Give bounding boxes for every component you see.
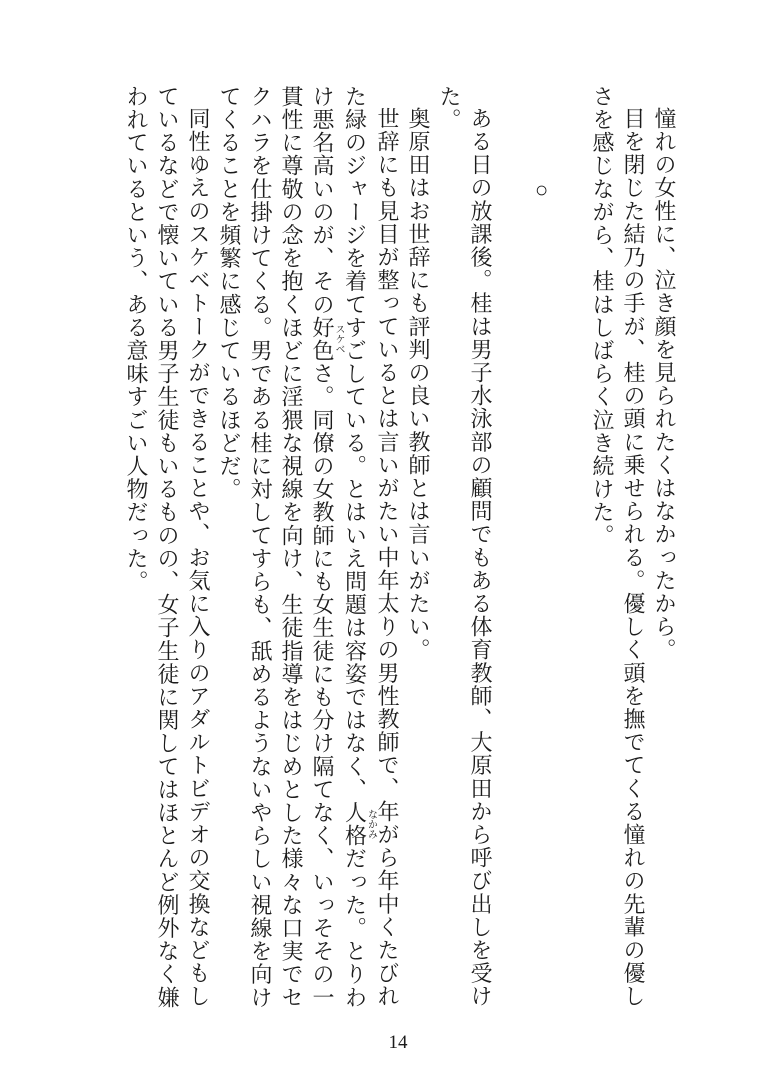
scene-break-marker: ○ [529, 177, 554, 204]
paragraph: 世辞にも見目が整っているとは言いがたい中年太りの男性教師で、年がら年中くたびれた緑のジャージを着てすごしている。とはいえ問題は容姿ではなく、人格なかみだった。とりわけ悪名高いのが、その好色スケベさ。同僚の女教師にも女生徒にも分け隔てなく、いっそその一貫性に尊敬の念を抱くほどに淫猥な視線を向け、生徒指導をはじめとした様々な口実でセクハラを仕掛けてくる。男である桂に対してすらも、舐めるようないやらしい視線を向けてくることを頻繁に感じているほどだ。 [217, 85, 400, 1010]
ruby-annotated-word: 人格なかみ [342, 801, 377, 848]
vertical-text-flow [108, 85, 680, 1015]
page-number: 14 [388, 1032, 408, 1053]
paragraph: 同性ゆえのスケベトークができることや、お気に入りのアダルトビデオの交換などもしているなどで懐いている男子生徒もいるものの、女子生徒に関してはほとんど例外なく嫌われているという、ある意味すごい人物だった。 [124, 85, 211, 1009]
ruby-annotated-word: 好色スケベ [310, 316, 344, 363]
paragraph: ある日の放課後。桂は男子水泳部の顧問でもある体育教師、大原田から呼び出しを受けた。 [437, 85, 493, 1008]
paragraph: 目を閉じた結乃の手が、桂の頭に乗せられる。優しく頭を撫でてくる憧れの先輩の優しさを感じながら、桂はしばらく泣き続けた。 [590, 85, 646, 1008]
paragraph: 奥原田はお世辞にも評判の良い教師とは言いがたい。 [406, 107, 431, 662]
paragraph: 憧れの女性に、泣き顔を見られたくはなかったから。 [652, 107, 677, 662]
